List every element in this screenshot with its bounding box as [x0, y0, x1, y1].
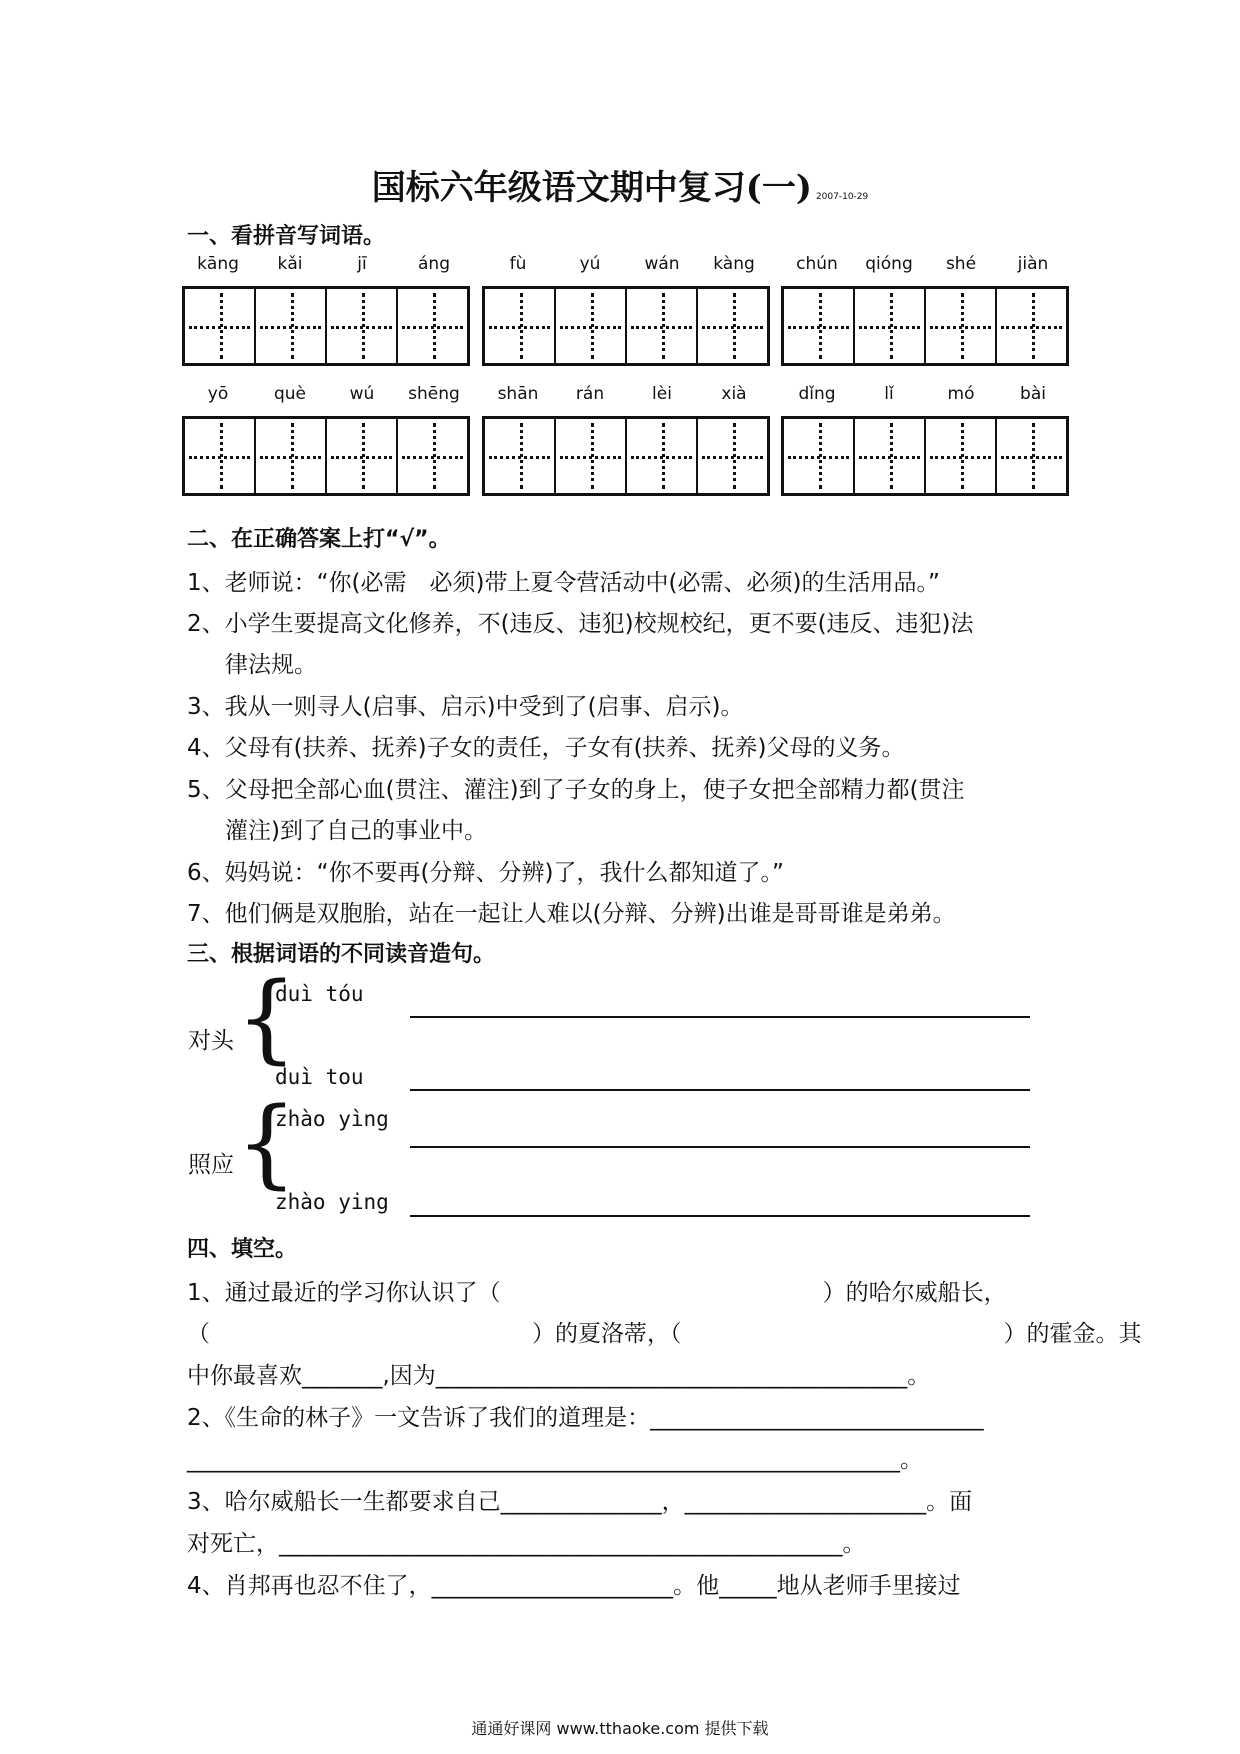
fill-line[interactable]: 4、肖邦再也忍不住了，_____________________。他_____地从老师手里接过: [187, 1573, 961, 1599]
page-title: [0, 160, 1240, 209]
word-label: 照应: [188, 1152, 234, 1178]
reading-label: duì tóu: [275, 982, 364, 1006]
fill-line[interactable]: 1、通过最近的学习你认识了（ ）的哈尔威船长，: [187, 1280, 1007, 1306]
char-grid-r2-g2[interactable]: [482, 416, 770, 496]
footer-text: 通通好课网 www.tthaoke.com 提供下载: [471, 1719, 769, 1738]
char-grid-r2-g1[interactable]: [182, 416, 470, 496]
pinyin-label: lèi: [652, 384, 672, 404]
pinyin-label: jiàn: [1017, 254, 1049, 274]
brace-icon: {: [236, 1087, 298, 1199]
section3-heading: 三、根据词语的不同读音造句。: [187, 942, 496, 967]
word-label: 对头: [188, 1028, 234, 1054]
answer-line[interactable]: [410, 1215, 1030, 1217]
fill-line[interactable]: ______________________________________________________________。: [187, 1447, 923, 1473]
answer-line[interactable]: [410, 1089, 1030, 1091]
question-line: 灌注)到了自己的事业中。: [225, 818, 487, 844]
pinyin-label: mó: [947, 384, 975, 404]
pinyin-label: áng: [418, 254, 450, 274]
pinyin-label: rán: [575, 384, 605, 404]
fill-line[interactable]: 对死亡，_________________________________________________。: [187, 1531, 866, 1557]
pinyin-label: jī: [357, 254, 367, 274]
char-grid-r1-g2[interactable]: [482, 286, 770, 366]
question-line: 2、小学生要提高文化修养，不(违反、违犯)校规校纪，更不要(违反、违犯)法: [187, 611, 974, 637]
pinyin-label: fù: [509, 254, 527, 274]
fill-line[interactable]: 2、《生命的林子》一文告诉了我们的道理是：_____________________________: [187, 1405, 984, 1431]
question-line: 律法规。: [225, 652, 317, 678]
question-line: 4、父母有(扶养、抚养)子女的责任，子女有(扶养、抚养)父母的义务。: [187, 735, 905, 761]
char-grid-r1-g3[interactable]: [781, 286, 1069, 366]
fill-line[interactable]: （ ）的夏洛蒂，（ ）的霍金。其: [187, 1321, 1142, 1347]
pinyin-label: lǐ: [884, 384, 894, 404]
fill-line[interactable]: 3、哈尔威船长一生都要求自己______________，_____________________。面: [187, 1489, 973, 1515]
section4-heading: 四、填空。: [187, 1237, 298, 1262]
question-line: 3、我从一则寻人(启事、启示)中受到了(启事、启示)。: [187, 694, 744, 720]
pinyin-label: wán: [644, 254, 680, 274]
reading-label: zhào ying: [275, 1190, 389, 1214]
question-line: 7、他们俩是双胞胎，站在一起让人难以(分辩、分辨)出谁是哥哥谁是弟弟。: [187, 901, 956, 927]
pinyin-label: shēng: [408, 384, 460, 404]
pinyin-label: bài: [1020, 384, 1046, 404]
pinyin-label: shé: [945, 254, 977, 274]
pinyin-label: kǎi: [277, 254, 303, 274]
question-line: 6、妈妈说：“你不要再(分辩、分辨)了，我什么都知道了。”: [187, 860, 784, 886]
answer-line[interactable]: [410, 1146, 1030, 1148]
section2-heading: 二、在正确答案上打“√”。: [187, 527, 451, 552]
pinyin-label: dǐng: [798, 384, 836, 404]
title-text: 国标六年级语文期中复习(一): [371, 168, 812, 208]
reading-label: duì tou: [275, 1065, 364, 1089]
reading-label: zhào yìng: [275, 1107, 389, 1131]
pinyin-label: què: [273, 384, 307, 404]
pinyin-label: wú: [349, 384, 375, 404]
char-grid-r2-g3[interactable]: [781, 416, 1069, 496]
answer-line[interactable]: [410, 1016, 1030, 1018]
pinyin-label: kāng: [197, 254, 239, 274]
pinyin-label: yú: [579, 254, 601, 274]
question-line: 5、父母把全部心血(贯注、灌注)到了子女的身上，使子女把全部精力都(贯注: [187, 777, 965, 803]
pinyin-label: xià: [721, 384, 747, 404]
pinyin-label: shān: [497, 384, 539, 404]
title-date: 2007-10-29: [815, 192, 869, 202]
pinyin-label: yō: [207, 384, 229, 404]
pinyin-label: qióng: [865, 254, 913, 274]
fill-line[interactable]: 中你最喜欢_______,因为_________________________________________。: [187, 1363, 931, 1389]
pinyin-label: chún: [796, 254, 838, 274]
char-grid-r1-g1[interactable]: [182, 286, 470, 366]
pinyin-label: kàng: [713, 254, 755, 274]
brace-icon: {: [236, 962, 298, 1074]
section1-heading: 一、看拼音写词语。: [187, 224, 386, 249]
question-line: 1、老师说：“你(必需 必须)带上夏令营活动中(必需、必须)的生活用品。”: [187, 570, 940, 596]
